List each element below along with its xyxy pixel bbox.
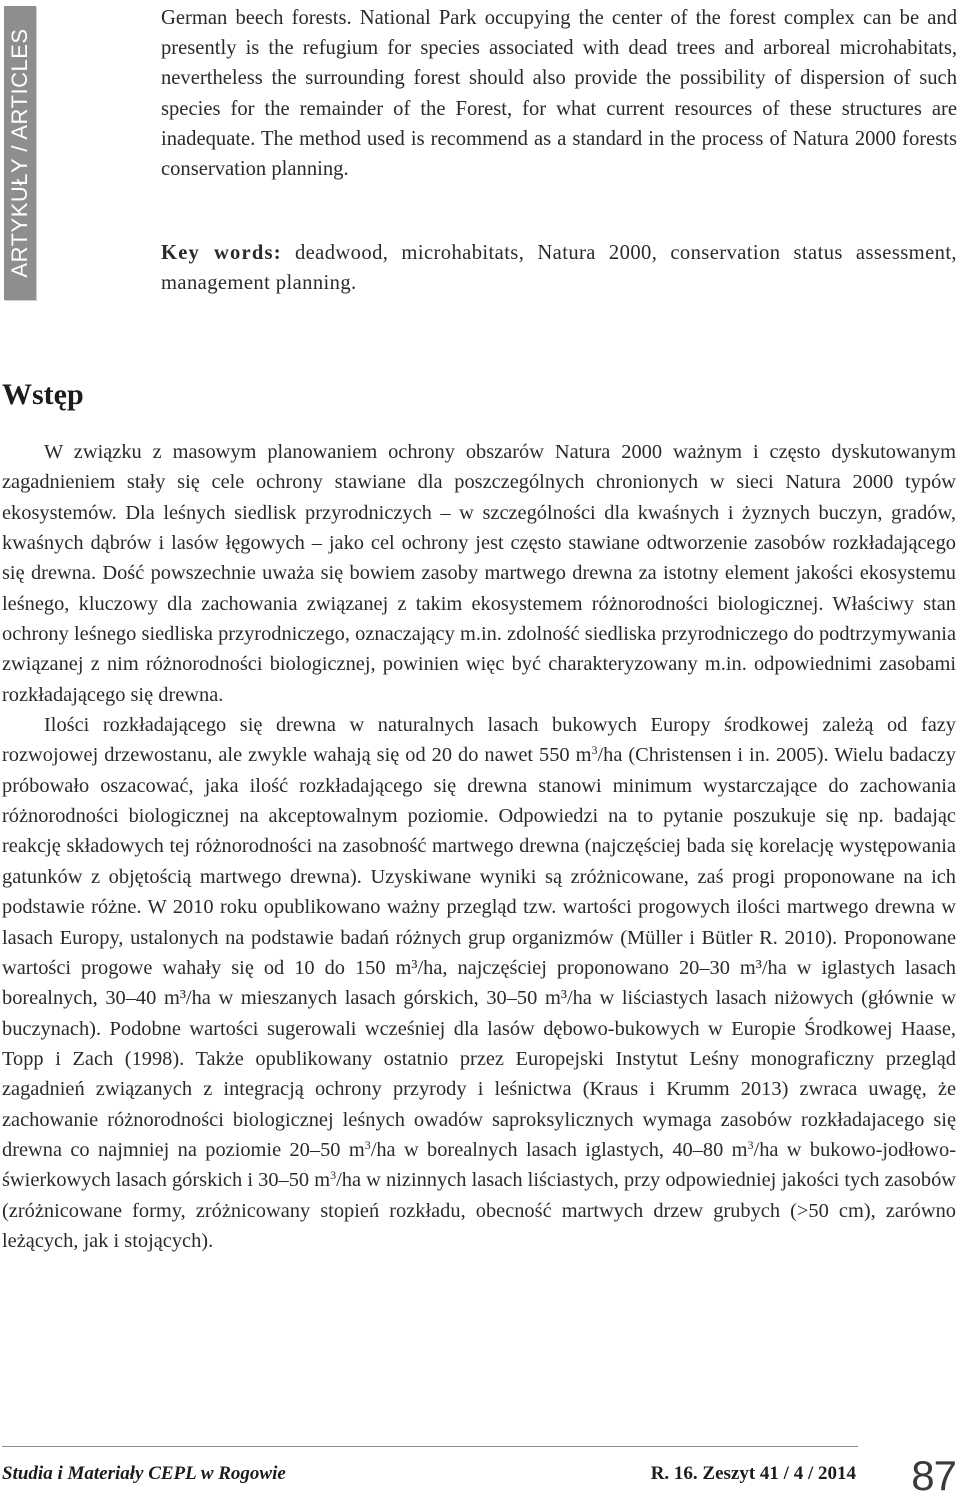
cubic-superscript: 3 [330,1168,337,1183]
journal-title: Studia i Materiały CEPL w Rogowie [2,1463,286,1484]
keywords-text: deadwood, microhabitats, Natura 2000, conservation status assessment, management planning. [161,242,957,295]
footer-divider [2,1446,858,1447]
side-tab-label: ARTYKUŁY / ARTICLES [7,28,32,278]
issue-info: R. 16. Zeszyt 41 / 4 / 2014 [650,1463,856,1484]
abstract-text: German beech forests. National Park occupying the center of the forest complex can be and presently is the refugium for species associated with dead trees and arboreal microhabitats, nevertheless the surrounding forest should also provide the possibility of dispersion of such species for the remainder of the Forest, for what current resources of these structures are inadequate. The method used is recommend as a standard in the process of Natura 2000 forests conservation planning. [161,7,957,181]
cubic-superscript: 3 [364,1137,371,1152]
paragraph-2-part-e: /ha w nizinnych lasach liściastych, przy odpowiedniej jakości tych zasobów (zróżnicowane formy, zróżnicowany stopień rozkładu, obecność martwych drzew grubych (>50 cm), zarówno leżących, jak i stojących). [2,1169,956,1252]
paragraph-2-part-c: /ha w borealnych lasach iglastych, 40–80 m [370,1138,748,1161]
paragraph-2-part-a: Ilości rozkładającego się drewna w naturalnych lasach bukowych Europy środkowej zależą od fazy rozwojowej drzewostanu, ale zwykle wahają się od 20 do nawet 550 m [2,714,956,767]
keywords [161,238,957,298]
keywords-label: Key words: [161,242,282,264]
body-text [2,437,956,1256]
section-side-tab [4,6,36,300]
section-heading: Wstęp [2,378,84,411]
paragraph-2-part-b: /ha (Christensen i in. 2005). Wielu badaczy próbowało oszacować, jaka ilość rozkładającego się drewna stanowi minimum wystarczające do zachowania różnorodności biologicznej na akceptowalnym poziomie. Odpowiedzi na to pytanie poszukuje się np. badając reakcję składowych tej różnorodności na zasobność martwego drewna (najczęściej bada się korelację występowania gatunków z objętością martwego drewna). Uzyskiwane wyniki są zróżnicowane, zaś progi proponowane na ich podstawie różne. W 2010 roku opublikowano ważny przegląd tzw. wartości progowych ilości martwego drewna w lasach Europy, ustalonych na podstawie badań różnych grup organizmów (Müller i Bütler R. 2010). Proponowane wartości progowe wahały się od 10 do 150 m³/ha, najczęściej proponowano 20–30 m³/ha w iglastych lasach borealnych, 30–40 m³/ha w mieszanych lasach górskich, 30–50 m³/ha w liściastych lasach niżowych (głównie w buczynach). Podobne wartości sugerowali wcześniej dla lasów dębowo-bukowych w Europie Środkowej Haase, Topp i Zach (1998). Także opublikowany ostatnio przez Europejski Instytut Leśny monograficzny przegląd zagadnień związanych z integracją ochrony przyrody i leśnictwa (Kraus i Krumm 2013) zwraca uwagę, że zachowanie różnorodności biologicznej leśnych owadów saproksylicznych wymaga zasobów rozkładajacego się drewna co najmniej na poziomie 20–50 m [2,744,957,1161]
cubic-superscript: 3 [747,1137,754,1152]
page-number: 87 [911,1452,956,1499]
paragraph-1: W związku z masowym planowaniem ochrony obszarów Natura 2000 ważnym i często dyskutowanym zagadnieniem stały się cele ochrony stawiane dla poszczególnych chronionych w sieci Natura 2000 typów ekosystemów. Dla leśnych siedlisk przyrodniczych – w szczególności dla kwaśnych i żyznych buczyn, gradów, kwaśnych dąbrów i lasów łęgowych – jako cel ochrony jest często stawiane odtworzenie zasobów rozkładającego się drewna. Dość powszechnie uważa się bowiem zasoby martwego drewna za istotny element jakości ekosystemu leśnego, kluczowy dla zachowania związanej z takim ekosystemem różnorodności biologicznej. Właściwy stan ochrony leśnego siedliska przyrodniczego, oznaczający m.in. zdolność siedliska przyrodniczego do podtrzymywania związanej z nim różnorodności biologicznej, powinien więc być charakteryzowany m.in. odpowiednimi zasobami rozkładającego się drewna. [2,441,956,706]
paragraph-2-part-d: /ha w bukowo-jodłowo-świerkowych lasach górskich i 30–50 m [2,1138,956,1192]
paragraph-2 [2,710,956,1256]
abstract [161,3,957,184]
cubic-superscript: 3 [591,743,598,758]
